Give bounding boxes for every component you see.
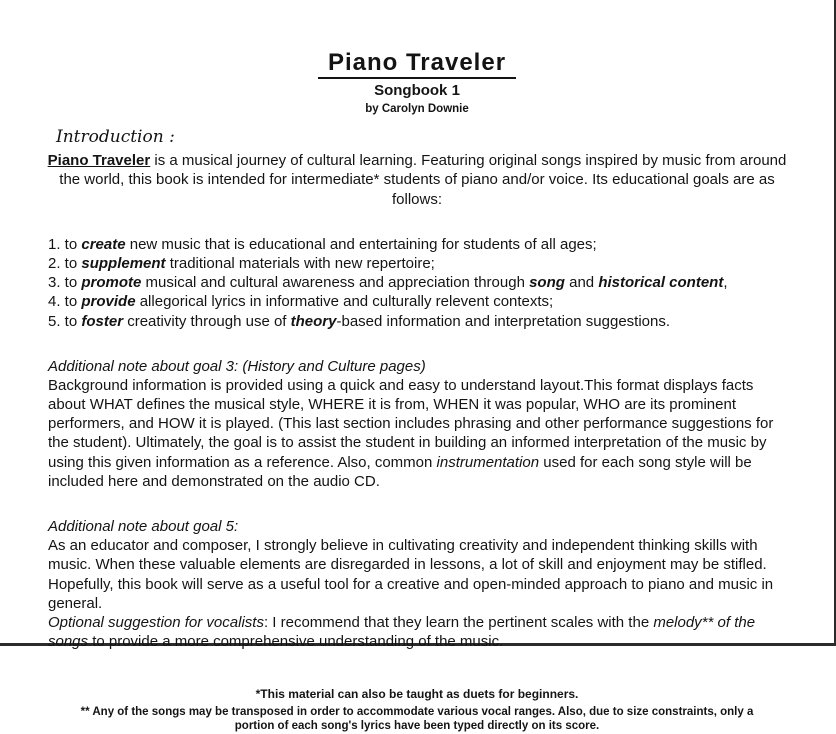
goal-5-post: -based information and interpretation suggestions. [336, 312, 671, 330]
goal-3-pre: 3. to [48, 274, 82, 292]
title-block [46, 50, 788, 79]
note-goal-3 [48, 357, 788, 491]
goals-list [48, 235, 788, 331]
goal-1-pre: 1. to [48, 235, 82, 253]
goal-4-em: provide [81, 293, 136, 311]
vocalist-note-em2: melody** of the songs [48, 613, 756, 651]
goal-item-3 [48, 273, 788, 292]
intro-lead-text: is a musical journey of cultural learning. Featuring original songs inspired by music from around the world, this book is intended for intermediate* students of piano and/or voice. Its educational goals are as follows: [59, 152, 787, 208]
goal-5-em: foster [81, 312, 124, 330]
page-byline: by Carolyn Downie [365, 102, 469, 115]
intro-paragraph [46, 151, 788, 209]
goal-2-pre: 2. to [48, 254, 82, 272]
note-goal-5-heading: Additional note about goal 5: [48, 518, 239, 536]
goal-4-pre: 4. to [48, 293, 82, 311]
goal-5-mid1: creativity through use of [123, 312, 291, 330]
page-title: Piano Traveler [318, 50, 516, 79]
note-goal-5-body: As an educator and composer, I strongly believe in cultivating creativity and independent thinking skills with music. When these valuable elements are disregarded in lessons, a lot of skill and enjoyment may be stifled. Hopefully, this book will serve as a useful tool for a creative and open-minded approach to piano and music in general. [48, 537, 774, 612]
goal-2-em: supplement [81, 254, 166, 272]
goal-3-em: promote [81, 274, 142, 292]
goal-item-5 [48, 312, 788, 331]
goal-3-em3: historical content [598, 274, 724, 292]
goal-1-post: new music that is educational and entertaining for students of all ages; [125, 235, 597, 253]
goal-5-pre: 5. to [48, 312, 82, 330]
goal-item-1 [48, 235, 788, 254]
goal-1-em: create [81, 235, 126, 253]
goal-5-em2: theory [290, 312, 337, 330]
note-goal-5 [48, 517, 788, 651]
footnote-transposition: ** Any of the songs may be transposed in order to accommodate various vocal ranges. Also, due to size constraints, only a portion of each song's lyrics have been typed directly on its score. [80, 705, 754, 733]
page-subtitle: Songbook 1 [374, 82, 460, 100]
intro-heading: Introduction : [56, 126, 175, 147]
vocalist-note-text-end: to provide a more comprehensive understanding of the music. [88, 633, 504, 651]
footnotes [46, 687, 788, 734]
goal-3-mid1: musical and cultural awareness and appreciation through [141, 274, 530, 292]
goal-3-mid2: and [564, 274, 599, 292]
note-goal-3-heading: Additional note about goal 3: (History and Culture pages) [48, 357, 426, 375]
goal-2-post: traditional materials with new repertoire; [165, 254, 435, 272]
vocalist-note-text: : I recommend that they learn the pertinent scales with the [263, 613, 654, 631]
goal-3-em2: song [529, 274, 565, 292]
note-goal-3-text: Background information is provided using a quick and easy to understand layout.This format displays facts about WHAT defines the musical style, WHERE it is from, WHEN it was popular, WHO are its prominent performers, and HOW it is played. (This last section includes phrasing and other performance suggestions for the student). Ultimately, the goal is to assist the student in building an informed interpretation of the music by using this given information as a reference. Also, common [48, 376, 774, 471]
goal-item-2 [48, 254, 788, 273]
vocalist-note-em: Optional suggestion for vocalists [48, 613, 264, 631]
note-goal-3-text-end: used for each song style will be included here and demonstrated on the audio CD. [48, 453, 752, 490]
note-goal-3-body [48, 376, 788, 491]
footnote-duets: *This material can also be taught as duets for beginners. [255, 687, 579, 702]
goal-3-post: , [723, 274, 728, 292]
goal-4-post: allegorical lyrics in informative and culturally relevent contexts; [135, 293, 554, 311]
note-goal-3-em: instrumentation [436, 453, 540, 471]
goal-item-4 [48, 292, 788, 311]
vocalist-note [48, 613, 788, 651]
intro-lead-title: Piano Traveler [47, 152, 151, 170]
